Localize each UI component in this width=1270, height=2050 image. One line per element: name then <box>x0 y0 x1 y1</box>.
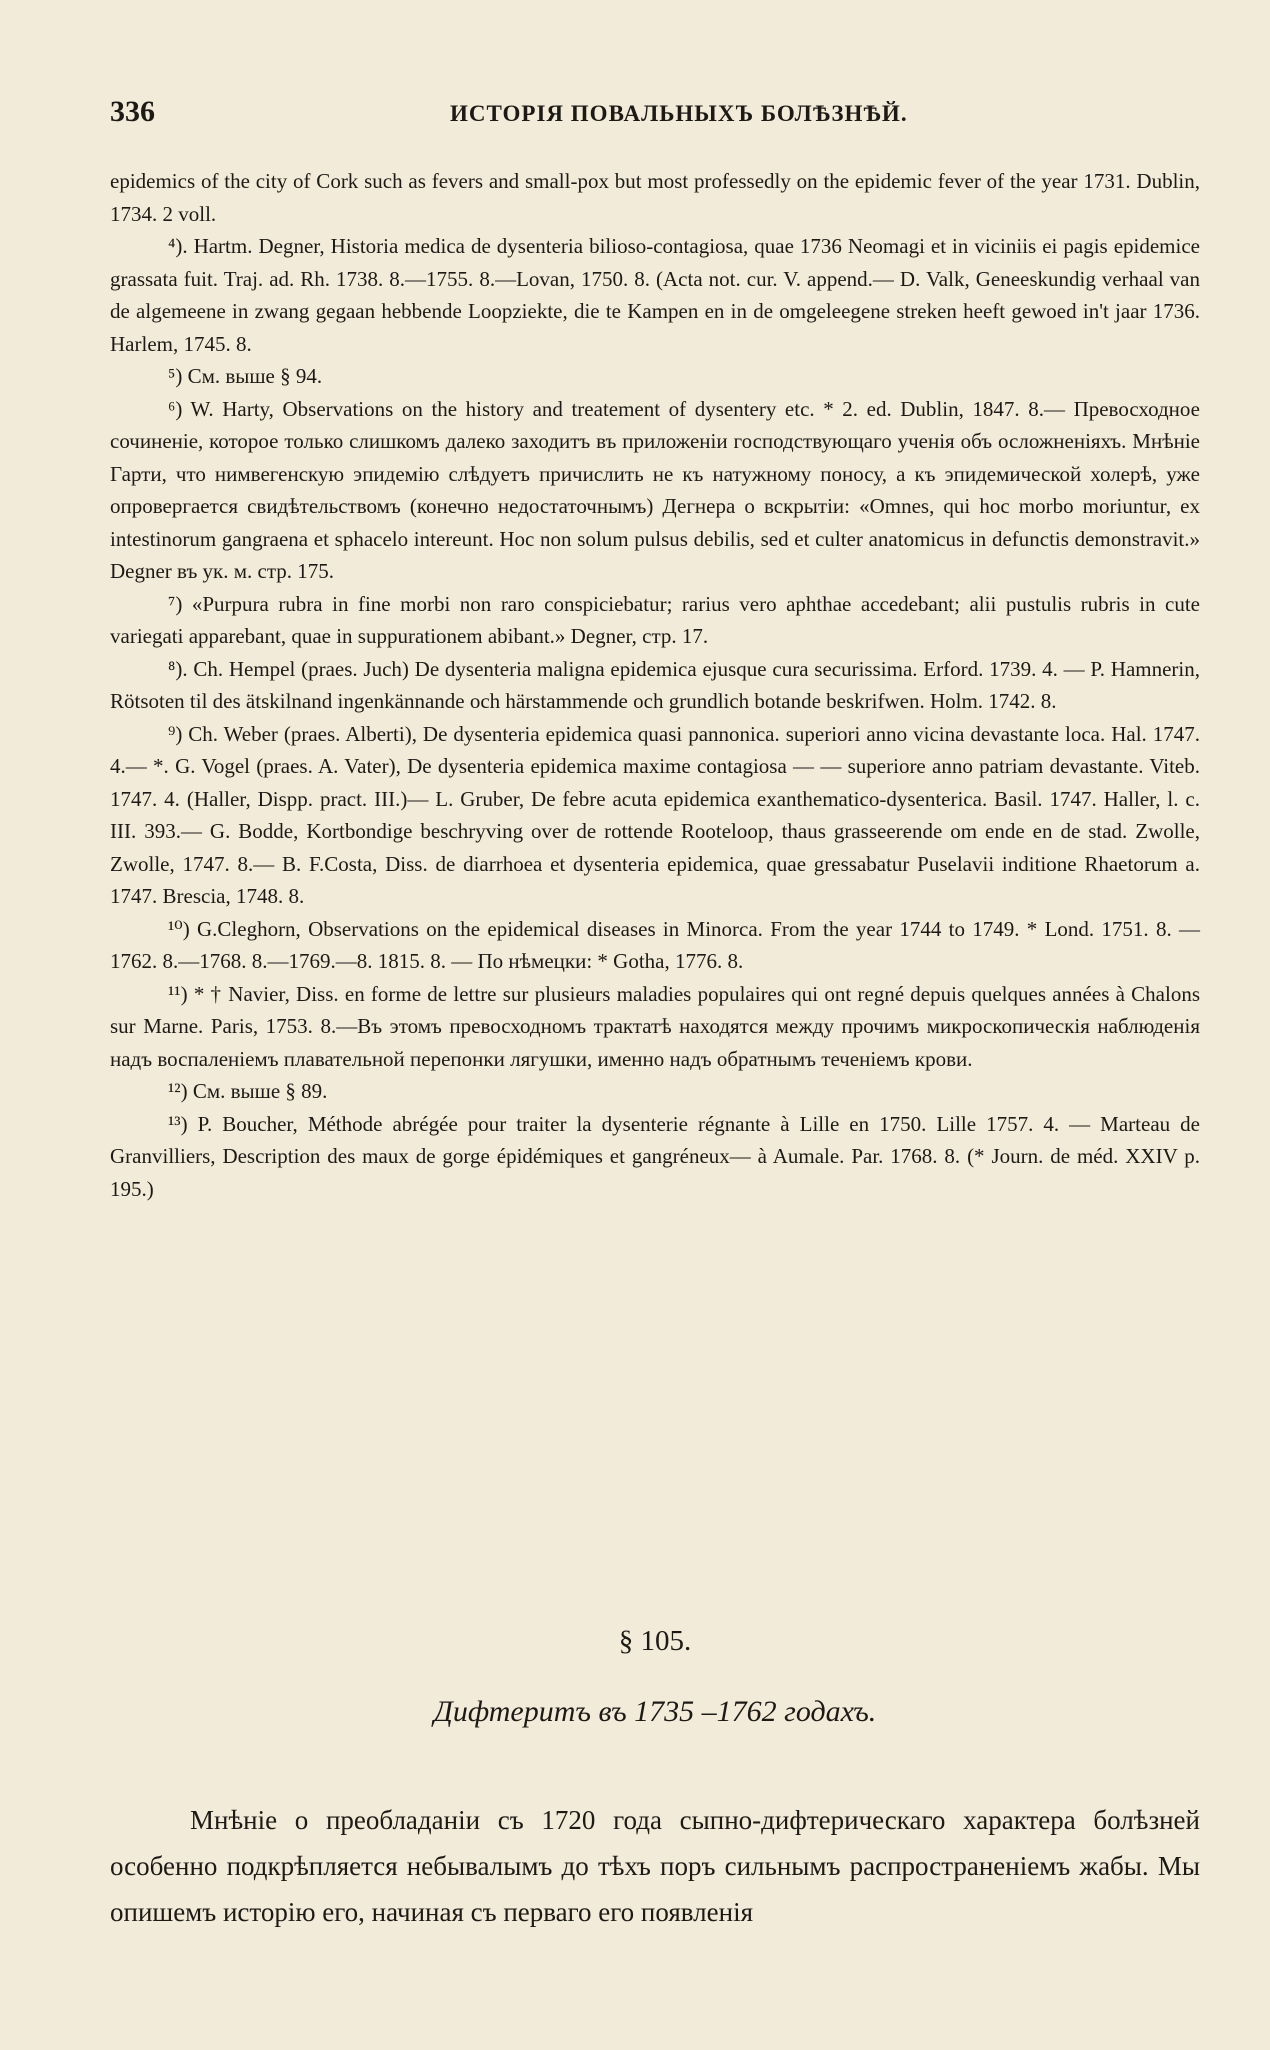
footnote-12: ¹²) См. выше § 89. <box>168 1079 328 1103</box>
footnote-6: ⁶) W. Harty, Observations on the history and treatement of dysentery etc. * 2. ed. Dublin, 1847. 8.— Превосходное сочиненіе, которое только слишкомъ далеко заходитъ въ приложеніи господствующаго ученія объ осложненіяхъ. Мнѣніе Гарти, что нимвегенскую эпидемію слѣдуетъ причислить не къ натужному поносу, а къ эпидемической холерѣ, уже опровергается свидѣтельствомъ (конечно недостаточнымъ) Дегнера о вскрытіи: «Omnes, qui hoc morbo moriuntur, ex intestinorum gangraena et sphacelo intereunt. Hoc non solum pulsus debilis, sed et culter anatomicus in defunctis demonstravit.» Degner въ ук. м. стр. 175. <box>110 396 1200 583</box>
footnote-4: ⁴). Hartm. Degner, Historia medica de dysenteria bilioso-contagiosa, quae 1736 Neomagi et in viciniis ei pagis epidemice grassata fuit. Traj. ad. Rh. 1738. 8.—1755. 8.—Lovan, 1750. 8. (Acta not. cur. V. append.— D. Valk, Geneeskundig verhaal van de algemeene in zwang gegaan hebbende Loopziekte, die te Kampen en in de omgeleegene streken heeft gewoed in't jaar 1736. Harlem, 1745. 8. <box>110 234 1200 356</box>
footnote-10: ¹⁰) G.Cleghorn, Observations on the epidemical diseases in Minorca. From the year 1744 to 1749. * Lond. 1751. 8. — 1762. 8.—1768. 8.—1769.—8. 1815. 8. — По нѣмецки: * Gotha, 1776. 8. <box>110 916 1200 973</box>
section-number: § 105. <box>618 1625 692 1657</box>
footnote-5: ⁵) См. выше § 94. <box>168 364 323 388</box>
running-title: ИСТОРІЯ ПОВАЛЬНЫХЪ БОЛѢЗНѢЙ. <box>450 101 908 126</box>
footnote-11: ¹¹) * † Navier, Diss. en forme de lettre sur plusieurs maladies populaires qui ont regné depuis quelques années à Chalons sur Marne. Paris, 1753. 8.—Въ этомъ превосходномъ трактатѣ находятся между прочимъ микроскопическія наблюденія надъ воспаленіемъ плавательной перепонки лягушки, именно надъ обратнымъ теченіемъ крови. <box>110 981 1200 1071</box>
footnote-continuation: epidemics of the city of Cork such as fevers and small-pox but most professedly on the epidemic fever of the year 1731. Dublin, 1734. 2 voll. <box>110 169 1200 226</box>
page-number: 336 <box>110 95 155 128</box>
footnote-8: ⁸). Ch. Hempel (praes. Juch) De dysenteria maligna epidemica ejusque cura securissima. Erford. 1739. 4. — P. Hamnerin, Rötsoten til des ätskilnand ingenkännande och härstammende och grundlich botande beskrifwen. Holm. 1742. 8. <box>110 656 1200 713</box>
footnote-9: ⁹) Ch. Weber (praes. Alberti), De dysenteria epidemica quasi pannonica. superiori anno vicina devastante loca. Hal. 1747. 4.— *. G. Vogel (praes. A. Vater), De dysenteria epidemica maxime contagiosa — — superiore anno patriam devastante. Viteb. 1747. 4. (Haller, Dispp. pract. III.)— L. Gruber, De febre acuta epidemica exanthematico-dysenterica. Basil. 1747. Haller, l. c. III. 393.— G. Bodde, Kortbondige beschryving over de rottende Rooteloop, thaus grasseerende om ende en de stad. Zwolle, Zwolle, 1747. 8.— B. F.Costa, Diss. de diarrhoea et dysenteria epidemica, quae gressabatur Puselavii inditione Rhaetorum a. 1747. Brescia, 1748. 8. <box>110 721 1200 908</box>
section-body: Мнѣніе о преобладаніи съ 1720 года сыпно-дифтерическаго характера болѣзней особенно подкрѣпляется небывалымъ до тѣхъ поръ сильнымъ распространеніемъ жабы. Мы опишемъ исторію его, начиная съ перваго его появленія <box>110 1805 1200 1927</box>
footnote-13: ¹³) P. Boucher, Méthode abrégée pour traiter la dysenterie régnante à Lille en 1750. Lille 1757. 4. — Marteau de Granvilliers, Description des maux de gorge épidémiques et gangréneux— à Aumale. Par. 1768. 8. (* Journ. de méd. XXIV p. 195.) <box>110 1111 1200 1201</box>
page <box>110 95 1200 1927</box>
footnote-7: ⁷) «Purpura rubra in fine morbi non raro conspiciebatur; rarius vero aphthae accedebant; alii pustulis rubris in cute variegati apparebant, quae in suppurationem abibant.» Degner, стр. 17. <box>110 591 1200 648</box>
footnotes <box>110 165 1200 1205</box>
section-title: Дифтеритъ въ 1735 –1762 годахъ. <box>433 1695 877 1728</box>
page-header <box>110 95 1200 143</box>
